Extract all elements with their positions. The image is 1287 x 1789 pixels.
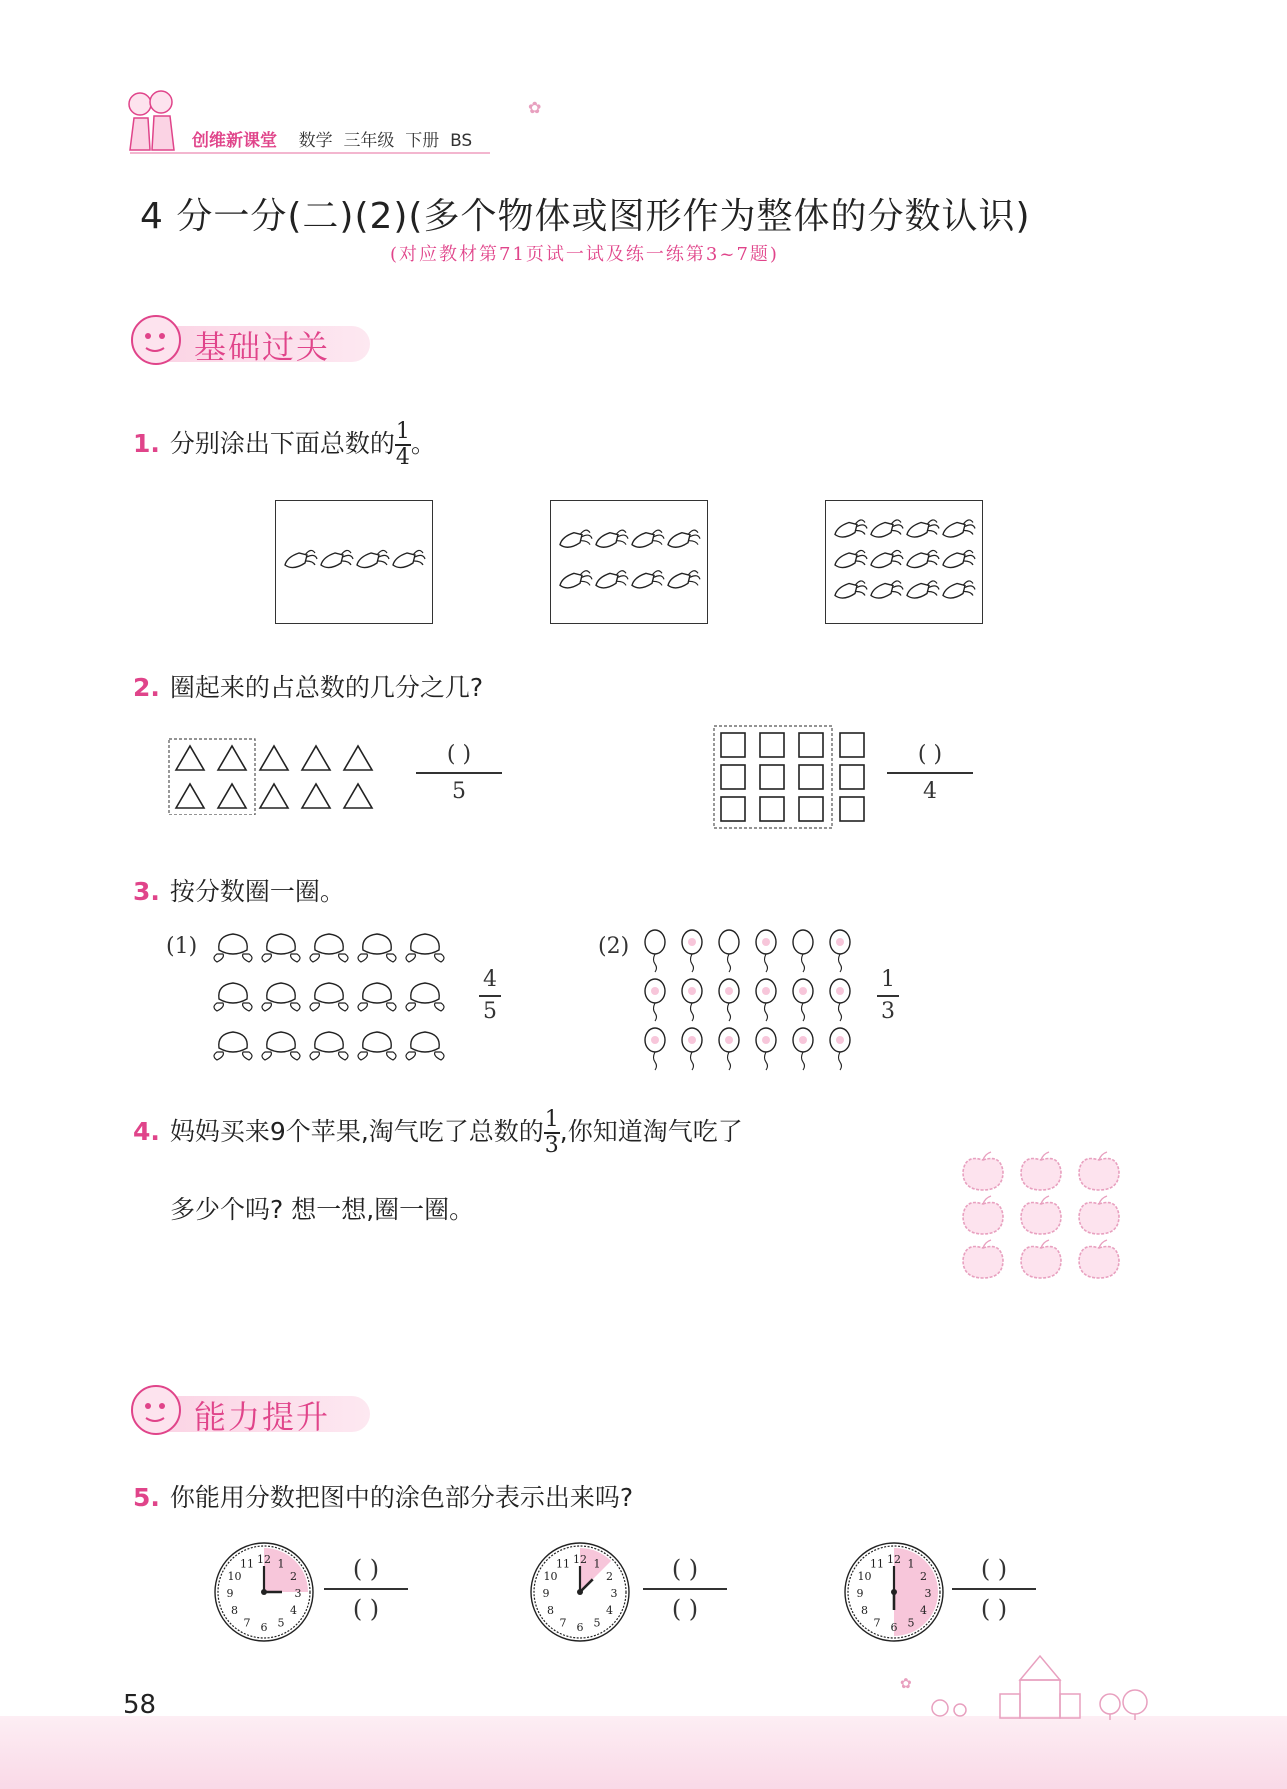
q4-prompt: [133, 1108, 743, 1158]
balloon-icon: [682, 1028, 702, 1070]
section-basic-title: 基础过关: [194, 328, 331, 366]
clock-number: 11: [240, 1557, 254, 1571]
q1-frac-num: 1: [395, 419, 410, 444]
balloon-icon: [793, 979, 813, 1021]
clock-number: 5: [907, 1616, 915, 1630]
clock-number: 11: [556, 1557, 570, 1571]
apple-icon: [1079, 1152, 1119, 1190]
peach-icon: [262, 934, 300, 962]
q3-number: 3.: [133, 877, 160, 906]
peach-icon: [406, 934, 444, 962]
clock-number: 8: [861, 1604, 869, 1617]
clock-number: 7: [559, 1616, 567, 1630]
clock-number: 10: [857, 1570, 872, 1583]
clock-number: 5: [277, 1616, 285, 1630]
series-volume: 下册: [405, 131, 440, 151]
apple-icon: [1079, 1240, 1119, 1278]
peach-icon: [262, 983, 300, 1011]
apple-icon: [963, 1196, 1003, 1234]
apple-icon: [1079, 1196, 1119, 1234]
clock-number: 4: [289, 1604, 297, 1617]
peach-icon: [358, 1032, 396, 1060]
peach-icon: [310, 983, 348, 1011]
clock-number: 10: [543, 1570, 558, 1583]
q3-part2-label: (2): [598, 934, 630, 959]
series-grade: 三年级: [343, 131, 395, 151]
peach-icon: [214, 934, 252, 962]
q1-tail: 。: [410, 428, 436, 458]
apple-grid: [955, 1148, 1135, 1288]
q4-text-a: 妈妈买来9个苹果,淘气吃了总数的: [169, 1116, 544, 1146]
q3-part2-num: 1: [881, 967, 895, 992]
balloon-icon: [719, 930, 739, 972]
clock-number: 9: [542, 1587, 550, 1600]
balloon-icon: [793, 1028, 813, 1070]
q1-number: 1.: [133, 428, 160, 458]
castle-decoration-icon: [880, 1648, 1180, 1720]
q2-right-blank[interactable]: ( ): [917, 742, 943, 767]
footer-band: [0, 1716, 1287, 1789]
clock-number: 2: [289, 1570, 297, 1583]
q3-part1-den: 5: [483, 998, 497, 1024]
clock-1-answer: [324, 1554, 408, 1624]
section-advanced-title: 能力提升: [194, 1398, 331, 1436]
balloon-icon: [682, 979, 702, 1021]
apple-icon: [1021, 1240, 1061, 1278]
clock-number: 9: [856, 1587, 864, 1600]
q5-prompt: [133, 1478, 633, 1514]
balloon-icon: [719, 1028, 739, 1070]
q4-frac-den: 3: [544, 1132, 559, 1158]
series-brand: 创维新课堂: [192, 131, 277, 151]
balloon-icon: [756, 979, 776, 1021]
q4-text-b: ,你知道淘气吃了: [559, 1116, 743, 1146]
clock-2-answer: [643, 1554, 727, 1624]
balloon-icon: [645, 930, 665, 972]
clock-number: 8: [231, 1604, 239, 1617]
clock-2-num-blank[interactable]: ( ): [671, 1555, 699, 1583]
lesson-title: 4 分一分(二)(2)(多个物体或图形作为整体的分数认识): [140, 196, 1031, 237]
clock-number: 2: [605, 1570, 613, 1583]
balloon-icon: [830, 1028, 850, 1070]
clock-number: 3: [294, 1587, 302, 1600]
clock-number: 12: [573, 1553, 587, 1566]
clock-number: 6: [260, 1621, 268, 1634]
clock-number: 4: [919, 1604, 927, 1617]
q3-text: 按分数圈一圈。: [169, 877, 345, 906]
clock-number: 11: [870, 1557, 884, 1571]
clock-number: 2: [919, 1570, 927, 1583]
clock-3-answer: [952, 1554, 1036, 1624]
balloon-icon: [830, 979, 850, 1021]
q4-fraction: [544, 1108, 560, 1158]
series-edition: BS: [450, 131, 473, 151]
q2-number: 2.: [133, 673, 160, 702]
balloon-icon: [793, 930, 813, 972]
clock-1-num-blank[interactable]: ( ): [352, 1555, 380, 1583]
peach-icon: [406, 983, 444, 1011]
section-advanced: [128, 1382, 388, 1438]
clock-number: 7: [873, 1616, 881, 1630]
clock-number: 12: [887, 1553, 901, 1566]
peach-icon: [214, 983, 252, 1011]
q5-number: 5.: [133, 1483, 160, 1512]
svg-text:✿: ✿: [900, 1676, 912, 1692]
q4-line2: 多少个吗? 想一想,圈一圈。: [170, 1195, 475, 1224]
q2-left-blank[interactable]: ( ): [446, 742, 472, 767]
clock-3-num-blank[interactable]: ( ): [980, 1555, 1008, 1583]
clock-number: 1: [907, 1557, 915, 1571]
clock-2-den-blank[interactable]: ( ): [671, 1594, 699, 1623]
balloon-icon: [756, 930, 776, 972]
apple-icon: [1021, 1152, 1061, 1190]
q1-text: 分别涂出下面总数的: [169, 428, 395, 458]
flower-icon: ✿: [528, 98, 542, 117]
clock-number: 3: [610, 1587, 618, 1600]
peach-icon: [358, 934, 396, 962]
q3-part2-den: 3: [881, 998, 895, 1024]
q2-left-den: 5: [452, 778, 466, 804]
clock-number: 1: [277, 1557, 285, 1571]
clock-3-den-blank[interactable]: ( ): [980, 1594, 1008, 1623]
clock-number: 3: [924, 1587, 932, 1600]
balloon-icon: [756, 1028, 776, 1070]
clock-number: 6: [576, 1621, 584, 1634]
q4-frac-num: 1: [544, 1107, 559, 1132]
clock-number: 6: [890, 1621, 898, 1634]
peach-icon: [214, 1032, 252, 1060]
peach-icon: [358, 983, 396, 1011]
clock-number: 8: [547, 1604, 555, 1617]
q4-number: 4.: [133, 1116, 160, 1146]
clock-1-den-blank[interactable]: ( ): [352, 1594, 380, 1623]
clock-number: 10: [227, 1570, 242, 1583]
lesson-subtitle: (对应教材第71页试一试及练一练第3~7题): [390, 244, 779, 265]
q3-part1-num: 4: [483, 967, 497, 992]
q1-frac-den: 4: [395, 444, 410, 470]
page-number: 58: [123, 1690, 157, 1720]
clock-number: 4: [605, 1604, 613, 1617]
peach-icon: [310, 934, 348, 962]
balloon-icon: [719, 979, 739, 1021]
peach-icon: [310, 1032, 348, 1060]
clock-1: [212, 1540, 316, 1644]
balloon-icon: [645, 979, 665, 1021]
q5-text: 你能用分数把图中的涂色部分表示出来吗?: [169, 1483, 634, 1512]
peach-icon: [406, 1032, 444, 1060]
clock-number: 9: [226, 1587, 234, 1600]
q2-text: 圈起来的占总数的几分之几?: [169, 673, 484, 702]
balloon-icon: [682, 930, 702, 972]
clock-number: 1: [593, 1557, 601, 1571]
balloon-icon: [645, 1028, 665, 1070]
mascot-icon: [128, 1382, 186, 1438]
clock-3: [842, 1540, 946, 1644]
clock-number: 5: [593, 1616, 601, 1630]
clock-2: [528, 1540, 632, 1644]
balloon-icon: [830, 930, 850, 972]
series-subject: 数学: [298, 131, 333, 151]
clock-number: 12: [257, 1553, 271, 1566]
peach-icon: [262, 1032, 300, 1060]
apple-icon: [963, 1152, 1003, 1190]
clock-number: 7: [243, 1616, 251, 1630]
apple-icon: [963, 1240, 1003, 1278]
q2-right-den: 4: [923, 778, 937, 804]
q3-part1-label: (1): [166, 934, 198, 959]
apple-icon: [1021, 1196, 1061, 1234]
